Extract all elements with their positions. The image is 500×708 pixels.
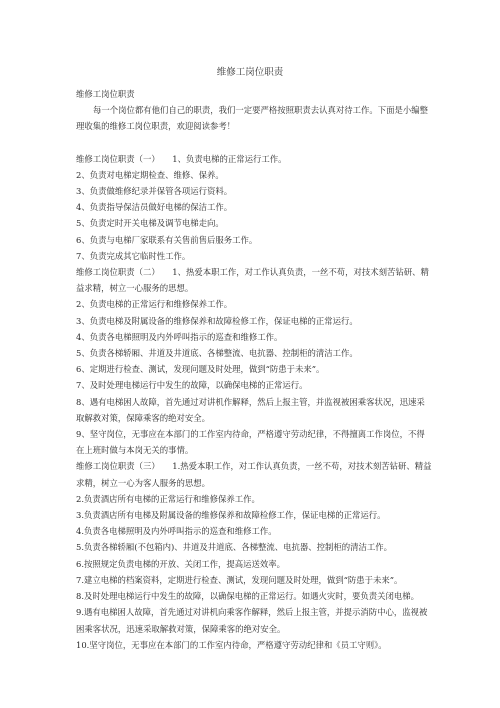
duty-line: 维修工岗位职责（一） 1、负责电梯的正常运行工作。 bbox=[76, 153, 287, 164]
document-title: 维修工岗位职责 bbox=[216, 67, 284, 78]
document-body bbox=[76, 86, 432, 653]
duty-line: 5、负责各梯轿厢、井道及井道底、各梯整流、电抗器、控制柜的清洁工作。 bbox=[76, 348, 358, 359]
duty-line: 7、负责完成其它临时性工作。 bbox=[76, 250, 191, 261]
duty-line: 6、负责与电梯厂家联系有关售前售后服务工作。 bbox=[76, 234, 258, 245]
duty-line: 6.按照规定负责电梯的开放、关闭工作，提高运送效率。 bbox=[76, 558, 285, 569]
duty-line: 2、负责对电梯定期检查、维修、保养。 bbox=[76, 169, 224, 180]
duty-line: 维修工岗位职责（二） 1、热爱本职工作，对工作认真负责，一丝不苟，对技术刻苦钻研、精益求精，树立一心服务的思想。 bbox=[76, 267, 429, 294]
duty-line: 4、负责指导保洁员做好电梯的保洁工作。 bbox=[76, 202, 233, 213]
duty-line: 9.遇有电梯困人故障，首先通过对讲机向乘客作解释，然后上报主管，并提示消防中心，监视被困乘客状况，迅速采取解救对策，保障乘客的绝对安全。 bbox=[76, 607, 428, 634]
duty-line: 7.建立电梯的档案资料，定期进行检查、测试，发现问题及时处理，做到“防患于未来”。 bbox=[76, 574, 403, 585]
duty-line: 8、遇有电梯困人故障，首先通过对讲机作解释，然后上报主管，并监视被困乘客状况，迅速采取解救对策，保障乘客的绝对安全。 bbox=[76, 396, 425, 423]
duty-line: 5、负责定时开关电梯及调节电梯走向。 bbox=[76, 218, 224, 229]
duty-line: 2、负责电梯的正常运行和维修保养工作。 bbox=[76, 299, 233, 310]
duty-line: 2.负责酒店所有电梯的正常运行和维修保养工作。 bbox=[76, 493, 260, 504]
duty-line: 3.负责酒店所有电梯及附属设备的维修保养和故障检修工作，保证电梯的正常运行。 bbox=[76, 510, 386, 521]
duty-line: 5.负责各梯轿厢(不包箱内)、井道及井道底、各梯整流、电抗器、控制柜的清洁工作。 bbox=[76, 542, 393, 553]
duty-line: 维修工岗位职责（三） 1.热爱本职工作，对工作认真负责，一丝不苟，对技术刻苦钻研、精益求精，树立一心为客人服务的思想。 bbox=[76, 461, 432, 488]
intro-paragraph: 每一个岗位都有他们自己的职责，我们一定要严格按照职责去认真对待工作。下面是小编整理收集的维修工岗位职责，欢迎阅读参考！ bbox=[76, 105, 428, 132]
duty-line: 10.坚守岗位，无事应在本部门的工作室内待命，严格遵守劳动纪律和《员工守则》。 bbox=[76, 639, 387, 650]
duty-line: 4.负责各电梯照明及内外呼叫指示的巡查和维修工作。 bbox=[76, 526, 277, 537]
section-heading: 维修工岗位职责 bbox=[76, 89, 135, 99]
duty-line: 3、负责做维修纪录并保管各项运行资料。 bbox=[76, 186, 233, 197]
duty-line: 6、定期进行检查、测试，发现问题及时处理，做到“防患于未来”。 bbox=[76, 364, 325, 375]
duty-line: 3、负责电梯及附属设备的维修保养和故障检修工作，保证电梯的正常运行。 bbox=[76, 315, 358, 326]
duty-line: 9、坚守岗位，无事应在本部门的工作室内待命，严格遵守劳动纪律，不得擅离工作岗位，不得在上班时做与本岗无关的事情。 bbox=[76, 429, 425, 456]
duty-line: 7、及时处理电梯运行中发生的故障，以确保电梯的正常运行。 bbox=[76, 380, 308, 391]
duty-line: 8.及时处理电梯运行中发生的故障，以确保电梯的正常运行。如遇火灾时，要负责关闭电梯。 bbox=[76, 591, 419, 602]
paragraph-gap bbox=[76, 135, 432, 151]
duty-line: 4、负责各电梯照明及内外呼叫指示的巡查和维修工作。 bbox=[76, 331, 283, 342]
